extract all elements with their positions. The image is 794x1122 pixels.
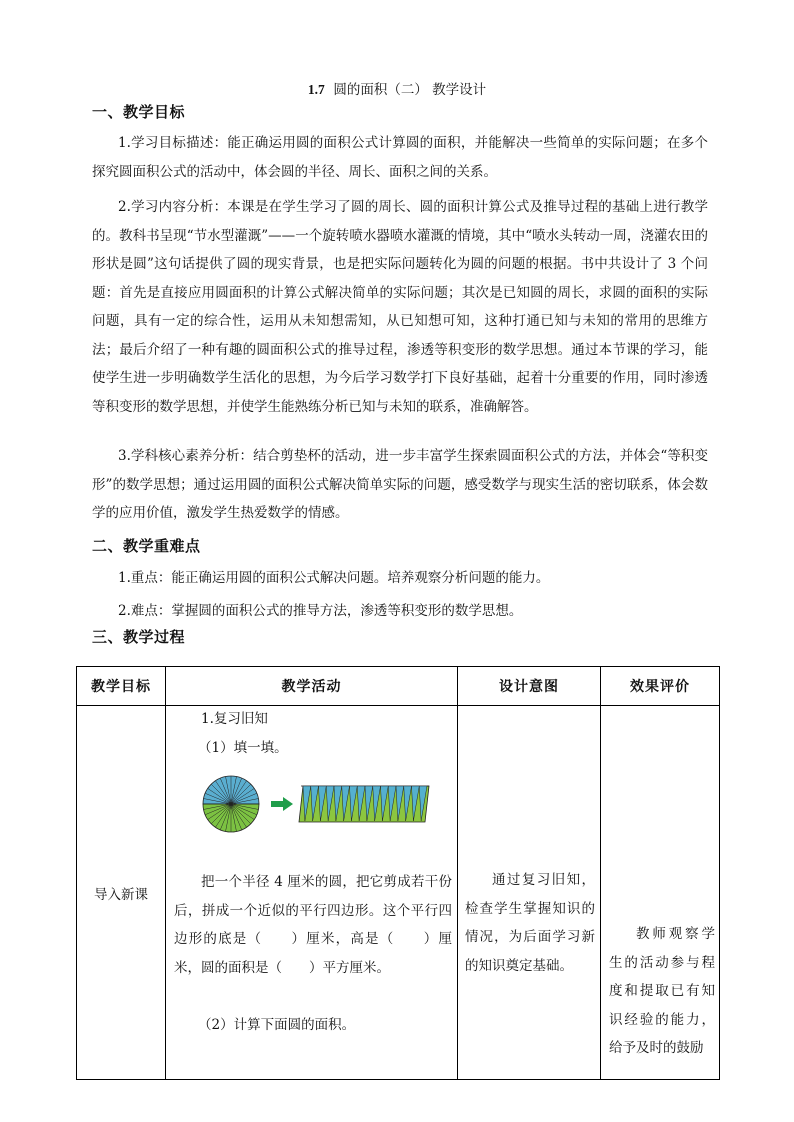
- section-heading-key-points: 二、教学重难点: [92, 537, 201, 555]
- header-activity: 教学活动: [166, 667, 458, 706]
- cell-intent: [458, 706, 601, 1080]
- activity-line-review: 1.复习旧知: [201, 711, 268, 727]
- section-heading-process: 三、教学过程: [92, 628, 186, 646]
- page-title: [0, 78, 794, 98]
- cell-evaluation: [601, 706, 720, 1080]
- activity-line-problem: 把一个半径 4 厘米的圆，把它剪成若干份后，拼成一个近似的平行四边形。这个平行四边形的底是（ ）厘米，高是（ ）厘米，圆的面积是（ ）平方厘米。: [174, 874, 452, 976]
- title-text: 圆的面积（二） 教学设计: [333, 82, 487, 98]
- activity-line-fill: （1）填一填。: [198, 740, 288, 756]
- eval-wrap: [601, 706, 719, 1079]
- evaluation-text: 教师观察学生的活动参与程度和提取已有知识经验的能力，给予及时的鼓励: [609, 926, 715, 1056]
- title-number: 1.7: [307, 82, 325, 97]
- activity-line-calc: （2）计算下面圆的面积。: [198, 1017, 356, 1033]
- parallelogram-strip: [299, 786, 429, 822]
- paragraph-goal-description: 1.学习目标描述：能正确运用圆的面积公式计算圆的面积，并能解决一些简单的实际问题；在多个探究圆面积公式的活动中，体会圆的半径、周长、面积之间的关系。: [92, 135, 708, 180]
- sector-circle: [203, 776, 259, 832]
- section-heading-goals: 一、教学目标: [92, 103, 186, 121]
- cell-activity: [166, 706, 458, 1080]
- cell-goal: [77, 706, 166, 1080]
- header-intent: 设计意图: [458, 667, 601, 706]
- table-row: [77, 706, 720, 1080]
- header-evaluation: 效果评价: [601, 667, 720, 706]
- intent-text: 通过复习旧知，检查学生掌握知识的情况，为后面学习新的知识奠定基础。: [465, 872, 595, 974]
- header-goal: 教学目标: [77, 667, 166, 706]
- paragraph-core-literacy: 3.学科核心素养分析：结合剪垫杯的活动，进一步丰富学生探索圆面积公式的方法，并体会“等积变形”的数学思想；通过运用圆的面积公式解决简单实际的问题，感受数学与现实生活的密切联系，体会数学的应用价值，激发学生热爱数学的情感。: [92, 448, 708, 521]
- arrow-right-icon: [271, 797, 293, 811]
- goal-text: 导入新课: [94, 886, 148, 903]
- table-header-row: [77, 667, 720, 706]
- intent-wrap: [458, 706, 600, 1079]
- circle-to-parallelogram-figure: [201, 774, 431, 834]
- paragraph-content-analysis: 2.学习内容分析：本课是在学生学习了圆的周长、圆的面积计算公式及推导过程的基础上进行教学的。教科书呈现“节水型灌溉”——一个旋转喷水器喷水灌溉的情境，其中“喷水头转动一周，浇灌农田的形状是圆”这句话提供了圆的现实背景，也是把实际问题转化为圆的问题的根据。书中共设计了 3 个问题：首先是直接应用圆面积的计算公式解决简单的实际问题；其次是已知圆的周长，求圆的面积的实际问题，具有一定的综合性，运用从未知想需知，从已知想可知，这种打通已知与未知的常用的思维方法；最后介绍了一种有趣的圆面积公式的推导过程，渗透等积变形的数学思想。通过本节课的学习，能使学生进一步明确数学生活化的思想，为今后学习数学打下良好基础，起着十分重要的作用，同时渗透等积变形的数学思想，并使学生能熟练分析已知与未知的联系，准确解答。: [92, 199, 708, 415]
- paragraph-key-point: 1.重点：能正确运用圆的面积公式解决问题。培养观察分析问题的能力。: [118, 570, 550, 586]
- paragraph-difficulty: 2.难点：掌握圆的面积公式的推导方法，渗透等积变形的数学思想。: [118, 603, 523, 619]
- teaching-process-table: [76, 666, 720, 1080]
- activity-content: [166, 706, 457, 1079]
